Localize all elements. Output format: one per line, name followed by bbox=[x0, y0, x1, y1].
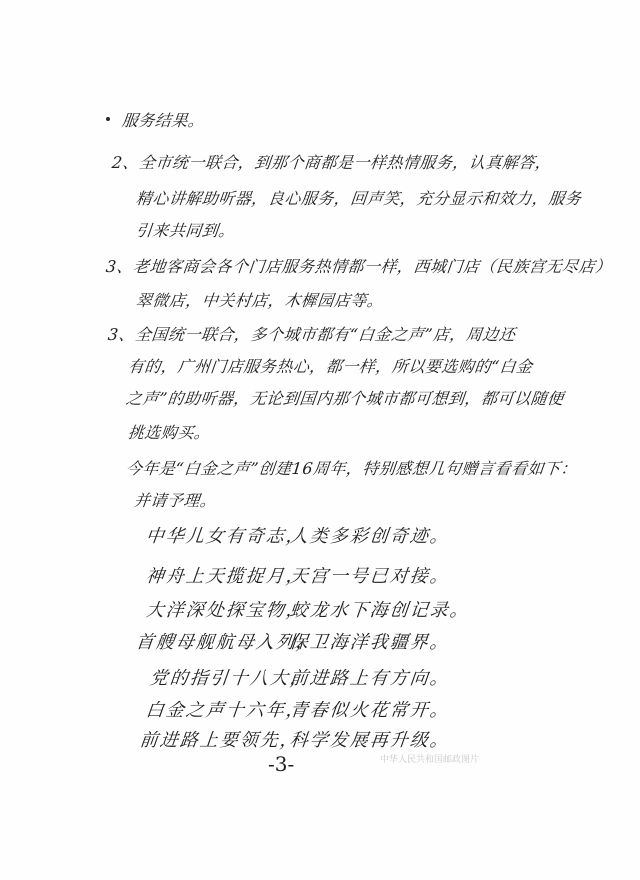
text-line-12: 并请予理。 bbox=[132, 491, 218, 510]
bullet-dot bbox=[106, 117, 110, 121]
poem-line-4-left: 首艘母舰航母入列， bbox=[134, 632, 317, 653]
poem-line-3-left: 大洋深处探宝物， bbox=[144, 600, 307, 621]
text-line-10: 挑选购买。 bbox=[126, 423, 212, 442]
text-line-6: 翠微店，中关村店，木樨园店等。 bbox=[134, 291, 385, 310]
poem-line-7-left: 前进路上要领先， bbox=[138, 730, 301, 751]
text-line-5: 3、老地客商会各个门店服务热情都一样，西城门店（民族宫无尽店） bbox=[104, 257, 613, 276]
text-line-4: 引来共同到。 bbox=[134, 221, 236, 240]
poem-line-1-left: 中华儿女有奇志， bbox=[144, 526, 307, 547]
text-line-9: 之声”的助听器，无论到国内那个城市都可想到，都可以随便 bbox=[124, 389, 565, 408]
poem-line-1-right: 人类多彩创奇迹。 bbox=[288, 526, 451, 547]
poem-line-6-left: 白金之声十六年， bbox=[144, 700, 307, 721]
poem-line-3-right: 蛟龙水下海创记录。 bbox=[288, 600, 471, 621]
text-line-2: 2、全市统一联合，到那个商都是一样热情服务，认真解答， bbox=[110, 153, 553, 172]
text-line-8: 有的，广州门店服务热心，都一样，所以要选购的“白金 bbox=[126, 357, 534, 376]
poem-line-5-right: 前进路上有方向。 bbox=[288, 668, 451, 689]
text-line-7: 3、全国统一联合，多个城市都有“白金之声”店，周边还 bbox=[106, 325, 517, 344]
text-line-1: 服务结果。 bbox=[120, 111, 206, 130]
page-number: -3- bbox=[268, 752, 295, 776]
text-line-11: 今年是“白金之声”创建16周年，特别感想几句赠言看看如下： bbox=[124, 459, 579, 478]
watermark: 中华人民共和国邮政图片 bbox=[380, 755, 480, 765]
poem-line-5-left: 党的指引十八大， bbox=[148, 668, 311, 689]
poem-line-4-right: 保卫海洋我疆界。 bbox=[288, 632, 451, 653]
poem-line-7-right: 科学发展再升级。 bbox=[288, 730, 451, 751]
poem-line-2-left: 神舟上天揽捉月， bbox=[144, 566, 307, 587]
poem-line-6-right: 青春似火花常开。 bbox=[288, 700, 451, 721]
poem-line-2-right: 天宫一号已对接。 bbox=[288, 566, 451, 587]
text-line-3: 精心讲解助听器，良心服务，回声笑，充分显示和效力，服务 bbox=[134, 189, 583, 208]
